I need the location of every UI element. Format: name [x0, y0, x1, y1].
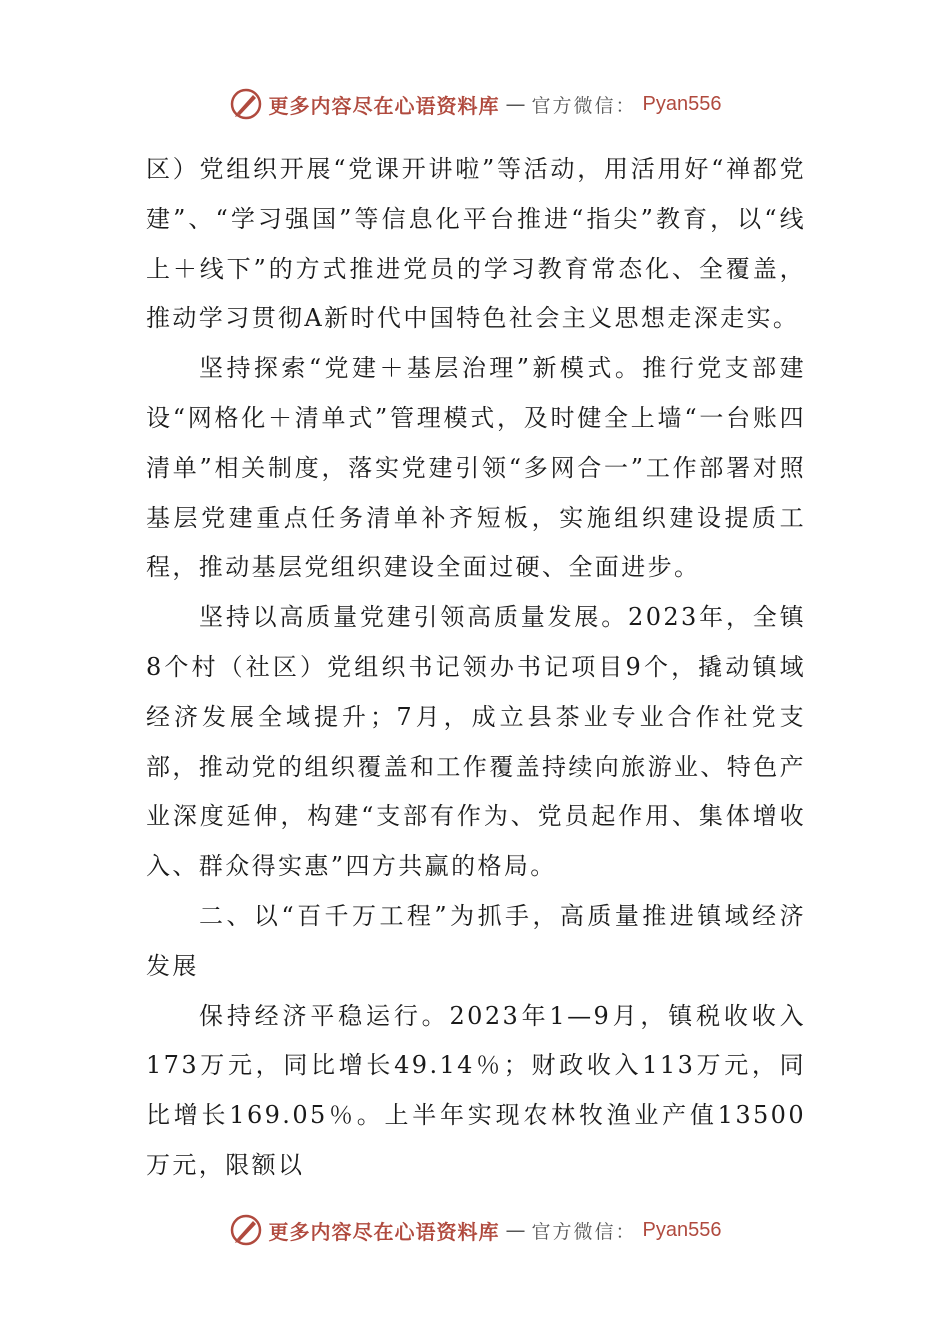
paragraph-2: 坚持探索“党建＋基层治理”新模式。推行党支部建设“网格化＋清单式”管理模式，及时健全上墙“一台账四清单”相关制度，落实党建引领“多网合一”工作部署对照基层党建重点任务清单补齐短板，实施组织建设提质工程，推动基层党组织建设全面过硬、全面进步。 — [146, 354, 806, 582]
watermark-main-text: 更多内容尽在心语资料库 — [268, 93, 500, 118]
footer-watermark — [0, 1210, 950, 1250]
section-heading: 二、以“百千万工程”为抓手，高质量推进镇域经济发展 — [146, 901, 806, 980]
watermark-dash: — — [505, 1218, 526, 1242]
watermark-dash: — — [505, 92, 526, 116]
watermark-id: Pyan556 — [642, 1218, 722, 1241]
paragraph-1: 区）党组织开展“党课开讲啦”等活动，用活用好“禅都党建”、“学习强国”等信息化平台推进“指尖”教育，以“线上＋线下”的方式推进党员的学习教育常态化、全覆盖，推动学习贯彻A新时代中国特色社会主义思想走深走实。 — [146, 155, 806, 333]
watermark-sub-text: 官方微信： — [531, 1220, 637, 1243]
watermark-main-text: 更多内容尽在心语资料库 — [268, 1219, 500, 1244]
quill-logo-icon — [229, 87, 263, 121]
header-watermark — [0, 84, 950, 124]
document-body — [146, 145, 806, 1191]
quill-logo-icon — [229, 1213, 263, 1247]
paragraph-3: 坚持以高质量党建引领高质量发展。2023年，全镇8个村（社区）党组织书记领办书记项目9个，撬动镇域经济发展全域提升；7月，成立县茶业专业合作社党支部，推动党的组织覆盖和工作覆盖持续向旅游业、特色产业深度延伸，构建“支部有作为、党员起作用、集体增收入、群众得实惠”四方共赢的格局。 — [146, 603, 806, 881]
paragraph-4: 保持经济平稳运行。2023年1—9月，镇税收收入173万元，同比增长49.14％；财政收入113万元，同比增长169.05％。上半年实现农林牧渔业产值13500万元，限额以 — [146, 1001, 806, 1179]
watermark-sub-text: 官方微信： — [531, 94, 637, 117]
watermark-id: Pyan556 — [642, 92, 722, 115]
